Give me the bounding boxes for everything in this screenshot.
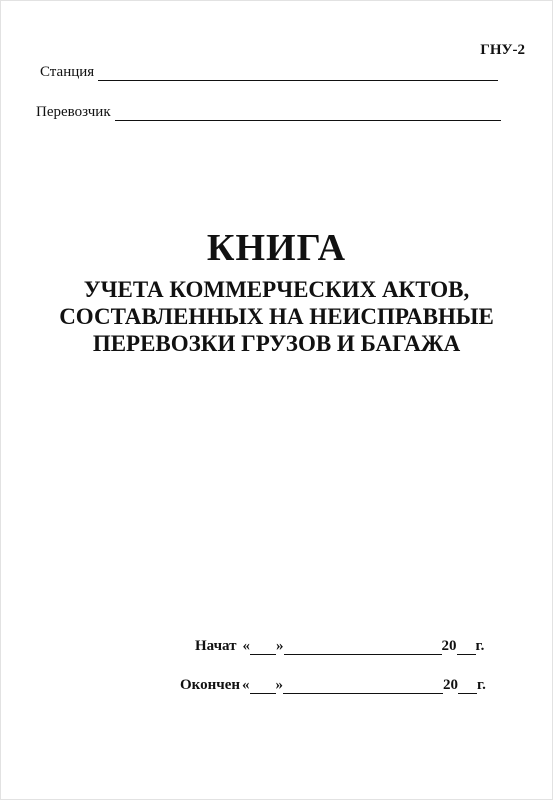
started-year-blank[interactable] <box>457 640 476 655</box>
close-quote: » <box>276 638 284 654</box>
station-field <box>40 64 498 81</box>
year-prefix: 20 <box>441 638 457 654</box>
ended-month-blank[interactable] <box>283 679 443 694</box>
station-label: Станция <box>40 64 95 80</box>
carrier-input-line[interactable] <box>115 106 501 121</box>
subtitle-line: СОСТАВЛЕННЫХ НА НЕИСПРАВНЫЕ <box>59 304 494 329</box>
year-prefix: 20 <box>443 677 459 693</box>
book-subtitle <box>0 276 553 357</box>
started-label: Начат <box>195 638 237 654</box>
ended-label: Окончен <box>180 677 241 693</box>
station-input-line[interactable] <box>98 66 498 81</box>
started-day-blank[interactable] <box>250 640 276 655</box>
year-suffix: г. <box>475 638 485 654</box>
ended-day-blank[interactable] <box>250 679 276 694</box>
ended-date-row <box>180 677 486 694</box>
started-date-row <box>195 638 484 655</box>
book-title: КНИГА <box>206 227 347 269</box>
carrier-label: Перевозчик <box>36 104 111 120</box>
open-quote: « <box>242 677 250 693</box>
carrier-field <box>36 104 501 121</box>
subtitle-line: УЧЕТА КОММЕРЧЕСКИХ АКТОВ, <box>83 277 470 302</box>
year-suffix: г. <box>477 677 486 693</box>
form-code: ГНУ-2 <box>480 42 525 58</box>
close-quote: » <box>275 677 284 693</box>
ended-year-blank[interactable] <box>458 679 477 694</box>
subtitle-line: ПЕРЕВОЗКИ ГРУЗОВ И БАГАЖА <box>92 331 461 356</box>
open-quote: « <box>242 638 251 654</box>
started-month-blank[interactable] <box>284 640 442 655</box>
